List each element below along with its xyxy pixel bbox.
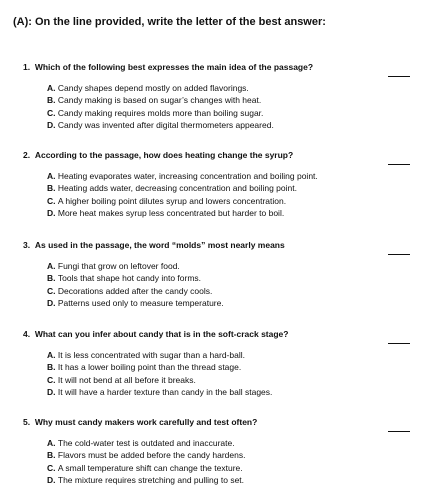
option-letter: A . (47, 171, 58, 181)
option-text: The mixture requires stretching and pulling to set. (57, 474, 245, 485)
answer-options (47, 170, 318, 219)
question-4 (0, 329, 429, 409)
answer-blank-line[interactable] (388, 431, 410, 432)
answer-options (47, 260, 224, 309)
option-letter: A . (47, 350, 58, 360)
answer-blank-line[interactable] (388, 343, 410, 344)
option-letter: C . (47, 286, 58, 296)
option-letter: A . (47, 83, 58, 93)
option-text: It will not bend at all before it breaks. (57, 374, 196, 385)
answer-option (47, 462, 245, 474)
option-letter: B . (47, 183, 58, 193)
question-2 (0, 150, 429, 230)
option-text: Candy shapes depend mostly on added flavorings. (57, 83, 249, 93)
answer-option (47, 285, 224, 297)
answer-option (47, 107, 274, 119)
option-letter: D . (47, 120, 58, 130)
answer-option (47, 82, 274, 94)
option-text: Patterns used only to measure temperature. (57, 297, 224, 308)
option-letter: C . (47, 463, 58, 473)
answer-blank-line[interactable] (388, 254, 410, 255)
question-number: 3 . (23, 240, 30, 250)
answer-option (47, 449, 245, 461)
answer-options (47, 437, 245, 486)
option-letter: D . (47, 298, 58, 308)
answer-option (47, 474, 245, 486)
option-text: It is less concentrated with sugar than a hard-ball. (57, 350, 245, 360)
option-letter: C . (47, 196, 58, 206)
option-letter: D . (47, 208, 58, 218)
option-text: Heating evaporates water, increasing concentration and boiling point. (57, 171, 318, 181)
question-number: 1 . (23, 62, 30, 72)
option-text: It has a lower boiling point than the thread stage. (57, 362, 242, 373)
answer-option (47, 182, 318, 194)
option-letter: D . (47, 475, 58, 485)
answer-blank-line[interactable] (388, 164, 410, 165)
question-text: As used in the passage, the word “molds” most nearly means (34, 240, 285, 250)
answer-option (47, 272, 224, 284)
option-text: A higher boiling point dilutes syrup and lowers concentration. (57, 195, 287, 206)
answer-options (47, 82, 274, 131)
question-stem (23, 62, 313, 72)
answer-option (47, 207, 318, 219)
option-text: Candy making requires molds more than boiling sugar. (57, 107, 264, 118)
option-text: The cold-water test is outdated and inaccurate. (57, 438, 235, 448)
option-letter: B . (47, 273, 58, 283)
option-letter: B . (47, 362, 58, 372)
option-letter: D . (47, 387, 58, 397)
option-text: Fungi that grow on leftover food. (57, 261, 180, 271)
option-letter: C . (47, 375, 58, 385)
option-text: Tools that shape hot candy into forms. (57, 273, 202, 284)
option-text: More heat makes syrup less concentrated but harder to boil. (57, 207, 285, 218)
question-number: 5 . (23, 417, 30, 427)
question-stem (23, 240, 285, 250)
question-1 (0, 62, 429, 142)
question-number: 4 . (23, 329, 30, 339)
question-stem (23, 417, 257, 427)
section-title: (A): On the line provided, write the letter of the best answer: (13, 16, 326, 28)
option-letter: C . (47, 108, 58, 118)
question-5 (0, 417, 429, 497)
answer-option (47, 260, 224, 272)
question-stem (23, 150, 293, 160)
answer-option (47, 374, 272, 386)
option-text: Candy was invented after digital thermometers appeared. (57, 119, 274, 130)
option-text: Flavors must be added before the candy hardens. (57, 450, 246, 461)
answer-option (47, 361, 272, 373)
question-text: Why must candy makers work carefully and test often? (34, 417, 258, 427)
answer-option (47, 437, 245, 449)
option-letter: B . (47, 95, 58, 105)
question-text: What can you infer about candy that is in the soft-crack stage? (34, 329, 289, 339)
option-letter: A . (47, 261, 58, 271)
question-text: Which of the following best expresses the main idea of the passage? (34, 62, 314, 72)
answer-options (47, 349, 272, 398)
option-text: Candy making is based on sugar’s changes with heat. (57, 95, 262, 106)
question-stem (23, 329, 288, 339)
answer-option (47, 386, 272, 398)
answer-option (47, 349, 272, 361)
option-text: A small temperature shift can change the texture. (57, 462, 243, 473)
answer-blank-line[interactable] (388, 76, 410, 77)
option-text: It will have a harder texture than candy in the ball stages. (57, 386, 273, 397)
question-number: 2 . (23, 150, 30, 160)
answer-option (47, 119, 274, 131)
answer-option (47, 195, 318, 207)
option-text: Heating adds water, decreasing concentration and boiling point. (57, 183, 297, 194)
answer-option (47, 170, 318, 182)
answer-option (47, 297, 224, 309)
question-3 (0, 240, 429, 320)
question-text: According to the passage, how does heating change the syrup? (34, 150, 294, 160)
option-letter: A . (47, 438, 58, 448)
option-text: Decorations added after the candy cools. (57, 285, 213, 296)
option-letter: B . (47, 450, 58, 460)
answer-option (47, 94, 274, 106)
